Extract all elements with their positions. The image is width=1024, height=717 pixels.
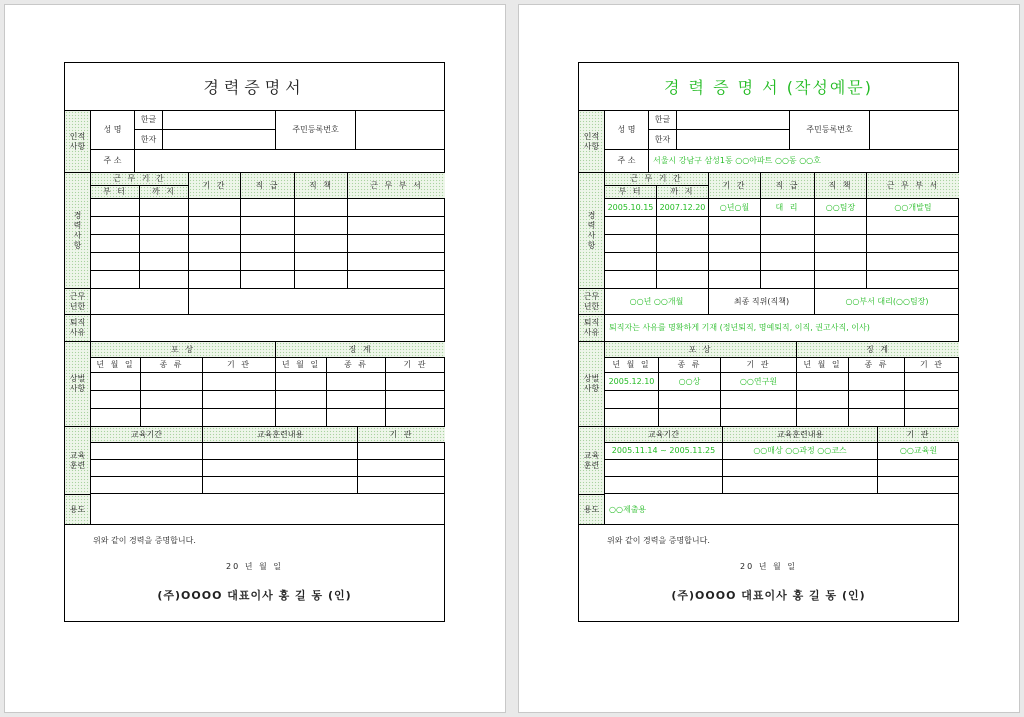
career-row-cell[interactable] xyxy=(295,235,348,253)
edu-row-cell[interactable] xyxy=(878,477,959,494)
final-position-value[interactable]: ○○부서 대리(○○팀장) xyxy=(815,289,959,315)
career-row-cell[interactable] xyxy=(605,253,657,271)
career-row-cell[interactable] xyxy=(189,253,241,271)
award-row-cell[interactable] xyxy=(386,409,445,427)
career-row-cell[interactable] xyxy=(657,235,709,253)
dept-header: 근 무 부 서 xyxy=(867,173,959,199)
career-position-value[interactable]: ○○팀장 xyxy=(815,199,867,217)
award-kind-header: 종 류 xyxy=(659,358,721,373)
edu-period-header: 교육기간 xyxy=(91,427,203,443)
career-row-cell[interactable] xyxy=(140,199,189,217)
award-row-cell[interactable] xyxy=(721,409,797,427)
section-retire: 퇴직 사유 xyxy=(579,315,605,342)
career-row-cell[interactable] xyxy=(189,217,241,235)
edu-row-cell[interactable] xyxy=(358,477,445,494)
hangul-label: 한글 xyxy=(135,111,163,130)
hanja-name-field[interactable] xyxy=(677,130,790,150)
career-to-value[interactable]: 2007.12.20 xyxy=(657,199,709,217)
career-certificate-form xyxy=(64,62,445,622)
discipline-row-cell[interactable] xyxy=(797,373,849,391)
career-row-cell[interactable] xyxy=(348,253,445,271)
career-row-cell[interactable] xyxy=(657,253,709,271)
award-row-cell[interactable] xyxy=(659,391,721,409)
career-row-cell[interactable] xyxy=(241,235,295,253)
award-agency-value[interactable]: ○○연구원 xyxy=(721,373,797,391)
resident-no-label: 주민등록번호 xyxy=(276,111,356,150)
section-personal: 인적 사항 xyxy=(65,111,91,173)
edu-agency-value[interactable]: ○○교육원 xyxy=(878,443,959,460)
edu-row-cell[interactable] xyxy=(605,460,723,477)
section-edu: 교육 훈련 xyxy=(65,427,91,495)
edu-agency-header: 기 관 xyxy=(358,427,445,443)
discipline-row-cell[interactable] xyxy=(905,373,959,391)
hangul-name-field[interactable] xyxy=(677,111,790,130)
resident-no-field[interactable] xyxy=(870,111,959,150)
certify-statement: 위와 같이 경력을 증명합니다. xyxy=(93,536,196,545)
position-header: 직 책 xyxy=(815,173,867,199)
discipline-date-header: 년 월 일 xyxy=(276,358,327,373)
edu-content-header: 교육훈련내용 xyxy=(203,427,358,443)
award-row-cell[interactable] xyxy=(797,391,849,409)
edu-row-cell[interactable] xyxy=(358,460,445,477)
issue-date: 20 년 월 일 xyxy=(226,562,283,571)
section-career: 경 력 사 항 xyxy=(65,173,91,289)
award-row-cell[interactable] xyxy=(276,373,327,391)
section-edu: 교육 훈련 xyxy=(579,427,605,495)
address-label: 주 소 xyxy=(605,150,649,173)
duration-header: 기 간 xyxy=(709,173,761,199)
address-field[interactable] xyxy=(135,150,445,173)
award-kind-value[interactable]: ○○상 xyxy=(659,373,721,391)
career-row-cell[interactable] xyxy=(91,199,140,217)
discipline-date-header: 년 월 일 xyxy=(797,358,849,373)
award-row-cell[interactable] xyxy=(386,373,445,391)
award-row-cell[interactable] xyxy=(849,409,905,427)
retire-reason-field[interactable] xyxy=(91,315,445,342)
career-row-cell[interactable] xyxy=(295,217,348,235)
career-certificate-sample xyxy=(578,62,959,622)
career-row-cell[interactable] xyxy=(91,271,140,289)
award-row-cell[interactable] xyxy=(203,391,276,409)
career-row-cell[interactable] xyxy=(91,217,140,235)
dept-header: 근 무 부 서 xyxy=(348,173,445,199)
duration-header: 기 간 xyxy=(189,173,241,199)
name-label: 성 명 xyxy=(605,111,649,150)
award-agency-header: 기 관 xyxy=(721,358,797,373)
career-row-cell[interactable] xyxy=(657,271,709,289)
section-use: 용도 xyxy=(579,495,605,525)
final-position-label: 최종 직위(직책) xyxy=(709,289,815,315)
career-row-cell[interactable] xyxy=(189,235,241,253)
discipline-kind-header: 종 류 xyxy=(327,358,386,373)
award-kind-header: 종 류 xyxy=(141,358,203,373)
career-row-cell[interactable] xyxy=(241,199,295,217)
section-career: 경 력 사 항 xyxy=(579,173,605,289)
award-row-cell[interactable] xyxy=(203,373,276,391)
discipline-row-cell[interactable] xyxy=(849,373,905,391)
grade-header: 직 급 xyxy=(241,173,295,199)
edu-row-cell[interactable] xyxy=(203,477,358,494)
discipline-header: 징 계 xyxy=(797,342,959,358)
award-row-cell[interactable] xyxy=(605,391,659,409)
form-title: 경력증명서 xyxy=(65,63,444,111)
career-row-cell[interactable] xyxy=(815,235,867,253)
career-row-cell[interactable] xyxy=(140,253,189,271)
award-header: 포 상 xyxy=(605,342,797,358)
career-row-cell[interactable] xyxy=(348,235,445,253)
award-row-cell[interactable] xyxy=(797,409,849,427)
edu-row-cell[interactable] xyxy=(723,477,878,494)
resident-no-field[interactable] xyxy=(356,111,445,150)
edu-row-cell[interactable] xyxy=(91,443,203,460)
award-row-cell[interactable] xyxy=(721,391,797,409)
award-row-cell[interactable] xyxy=(905,409,959,427)
page-blank-form xyxy=(4,4,506,713)
section-years: 근무 년한 xyxy=(579,289,605,315)
section-use: 용도 xyxy=(65,495,91,525)
page-sample-form xyxy=(518,4,1020,713)
section-award: 상벌 사항 xyxy=(579,342,605,427)
address-label: 주 소 xyxy=(91,150,135,173)
career-row-cell[interactable] xyxy=(761,217,815,235)
award-row-cell[interactable] xyxy=(141,373,203,391)
career-row-cell[interactable] xyxy=(348,217,445,235)
career-row-cell[interactable] xyxy=(709,253,761,271)
career-grade-value[interactable]: 대 리 xyxy=(761,199,815,217)
career-row-cell[interactable] xyxy=(91,253,140,271)
award-row-cell[interactable] xyxy=(203,409,276,427)
grade-header: 직 급 xyxy=(761,173,815,199)
edu-period-header: 교육기간 xyxy=(605,427,723,443)
years-field[interactable] xyxy=(91,289,189,315)
career-row-cell[interactable] xyxy=(605,271,657,289)
award-row-cell[interactable] xyxy=(327,373,386,391)
career-row-cell[interactable] xyxy=(657,217,709,235)
company-signature: (주)OOOO 대표이사 홍 길 동 (인) xyxy=(671,589,866,602)
career-row-cell[interactable] xyxy=(348,199,445,217)
career-row-cell[interactable] xyxy=(91,235,140,253)
award-date-header: 년 월 일 xyxy=(605,358,659,373)
edu-row-cell[interactable] xyxy=(91,460,203,477)
award-row-cell[interactable] xyxy=(91,391,141,409)
edu-row-cell[interactable] xyxy=(358,443,445,460)
to-header: 까 지 xyxy=(140,186,189,199)
use-field[interactable] xyxy=(91,495,445,525)
award-row-cell[interactable] xyxy=(141,409,203,427)
career-row-cell[interactable] xyxy=(140,235,189,253)
career-row-cell[interactable] xyxy=(867,253,959,271)
career-duration-value[interactable]: ○년○월 xyxy=(709,199,761,217)
career-row-cell[interactable] xyxy=(815,253,867,271)
name-label: 성 명 xyxy=(91,111,135,150)
award-row-cell[interactable] xyxy=(91,409,141,427)
career-row-cell[interactable] xyxy=(761,235,815,253)
section-retire: 퇴직 사유 xyxy=(65,315,91,342)
career-row-cell[interactable] xyxy=(867,217,959,235)
career-row-cell[interactable] xyxy=(605,235,657,253)
career-row-cell[interactable] xyxy=(709,271,761,289)
edu-row-cell[interactable] xyxy=(203,460,358,477)
award-row-cell[interactable] xyxy=(327,391,386,409)
hanja-label: 한자 xyxy=(649,130,677,150)
award-row-cell[interactable] xyxy=(327,409,386,427)
career-row-cell[interactable] xyxy=(140,271,189,289)
award-row-cell[interactable] xyxy=(605,409,659,427)
use-value[interactable]: ○○제출용 xyxy=(605,495,959,525)
address-value[interactable]: 서울시 강남구 삼성1동 ○○아파트 ○○동 ○○호 xyxy=(649,150,959,173)
career-row-cell[interactable] xyxy=(867,235,959,253)
career-row-cell[interactable] xyxy=(761,253,815,271)
award-row-cell[interactable] xyxy=(141,391,203,409)
edu-row-cell[interactable] xyxy=(605,477,723,494)
from-header: 부 터 xyxy=(91,186,140,199)
work-period-header: 근 무 기 간 xyxy=(605,173,709,186)
work-period-header: 근 무 기 간 xyxy=(91,173,189,186)
career-row-cell[interactable] xyxy=(295,253,348,271)
career-row-cell[interactable] xyxy=(605,217,657,235)
award-row-cell[interactable] xyxy=(849,391,905,409)
award-row-cell[interactable] xyxy=(905,391,959,409)
hanja-label: 한자 xyxy=(135,130,163,150)
discipline-agency-header: 기 관 xyxy=(905,358,959,373)
retire-reason-value[interactable]: 퇴직자는 사유를 명확하게 기재 (정년퇴직, 명예퇴직, 이직, 권고사직, 이사) xyxy=(605,315,959,342)
career-row-cell[interactable] xyxy=(295,199,348,217)
career-dept-value[interactable]: ○○개발팀 xyxy=(867,199,959,217)
hanja-name-field[interactable] xyxy=(163,130,276,150)
section-years: 근무 년한 xyxy=(65,289,91,315)
hangul-label: 한글 xyxy=(649,111,677,130)
discipline-kind-header: 종 류 xyxy=(849,358,905,373)
section-award: 상벌 사항 xyxy=(65,342,91,427)
career-row-cell[interactable] xyxy=(241,253,295,271)
resident-no-label: 주민등록번호 xyxy=(790,111,870,150)
award-row-cell[interactable] xyxy=(91,373,141,391)
issue-date: 20 년 월 일 xyxy=(740,562,797,571)
edu-period-value[interactable]: 2005.11.14 ~ 2005.11.25 xyxy=(605,443,723,460)
position-header: 직 책 xyxy=(295,173,348,199)
career-row-cell[interactable] xyxy=(815,271,867,289)
edu-content-value[interactable]: ○○매상 ○○과정 ○○코스 xyxy=(723,443,878,460)
discipline-header: 징 계 xyxy=(276,342,445,358)
career-row-cell[interactable] xyxy=(867,271,959,289)
discipline-agency-header: 기 관 xyxy=(386,358,445,373)
edu-row-cell[interactable] xyxy=(203,443,358,460)
career-from-value[interactable]: 2005.10.15 xyxy=(605,199,657,217)
hangul-name-field[interactable] xyxy=(163,111,276,130)
years-value[interactable]: ○○년 ○○개월 xyxy=(605,289,709,315)
career-row-cell[interactable] xyxy=(189,271,241,289)
award-date-header: 년 월 일 xyxy=(91,358,141,373)
career-row-cell[interactable] xyxy=(348,271,445,289)
career-row-cell[interactable] xyxy=(709,217,761,235)
award-date-value[interactable]: 2005.12.10 xyxy=(605,373,659,391)
award-header: 포 상 xyxy=(91,342,276,358)
career-row-cell[interactable] xyxy=(761,271,815,289)
award-row-cell[interactable] xyxy=(386,391,445,409)
career-row-cell[interactable] xyxy=(189,199,241,217)
award-row-cell[interactable] xyxy=(276,409,327,427)
career-row-cell[interactable] xyxy=(295,271,348,289)
award-agency-header: 기 관 xyxy=(203,358,276,373)
career-row-cell[interactable] xyxy=(241,271,295,289)
certify-statement: 위와 같이 경력을 증명합니다. xyxy=(607,536,710,545)
edu-row-cell[interactable] xyxy=(878,460,959,477)
career-row-cell[interactable] xyxy=(241,217,295,235)
edu-row-cell[interactable] xyxy=(723,460,878,477)
to-header: 까 지 xyxy=(657,186,709,199)
career-row-cell[interactable] xyxy=(709,235,761,253)
final-position-field[interactable] xyxy=(189,289,445,315)
edu-row-cell[interactable] xyxy=(91,477,203,494)
award-row-cell[interactable] xyxy=(276,391,327,409)
edu-content-header: 교육훈련내용 xyxy=(723,427,878,443)
award-row-cell[interactable] xyxy=(659,409,721,427)
section-personal: 인적 사항 xyxy=(579,111,605,173)
company-signature: (주)OOOO 대표이사 홍 길 동 (인) xyxy=(157,589,352,602)
career-row-cell[interactable] xyxy=(140,217,189,235)
career-row-cell[interactable] xyxy=(815,217,867,235)
from-header: 부 터 xyxy=(605,186,657,199)
edu-agency-header: 기 관 xyxy=(878,427,959,443)
sample-form-title: 경 력 증 명 서 (작성예문) xyxy=(579,63,958,111)
